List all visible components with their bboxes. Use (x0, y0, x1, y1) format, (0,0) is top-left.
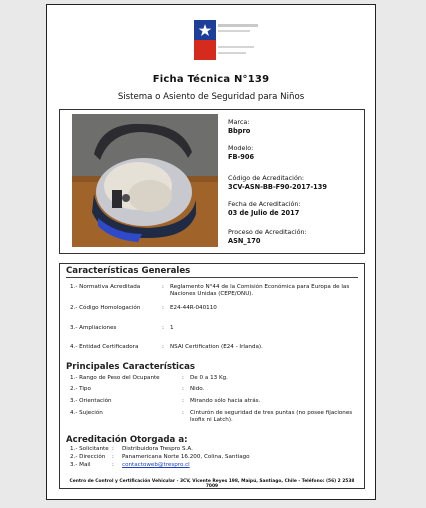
row-colon: : (162, 305, 164, 311)
row-value: Reglamento N°44 de la Comisión Económica para Europa de las Naciones Unidas (CEPE/ONU). (170, 284, 350, 297)
row-value: Mirando sólo hacia atrás. (190, 398, 261, 404)
car-seat-photo (72, 114, 218, 247)
row-colon: : (162, 284, 164, 290)
brand-value: Bbpro (228, 127, 251, 135)
accreditation-date-value: 03 de Julio de 2017 (228, 209, 300, 217)
row-label: 4.- Entidad Certificadora (70, 344, 139, 350)
row-value: 1 (170, 325, 174, 331)
accreditation-granted-heading: Acreditación Otorgada a: (66, 435, 188, 445)
contact-email-link[interactable]: contactoweb@trespro.cl (122, 462, 190, 468)
main-characteristics-heading: Principales Características (66, 362, 196, 372)
row-colon: : (162, 344, 164, 350)
row-label: 2.- Código Homologación (70, 305, 141, 311)
accreditation-process-value: ASN_170 (228, 237, 261, 245)
row-label: 2.- Tipo (70, 386, 91, 392)
row-value: Cinturón de seguridad de tres puntas (no posee fijaciones Isofix ni Latch). (190, 410, 353, 423)
row-colon: : (182, 398, 184, 404)
row-value: NSAI Certification (E24 - Irlanda). (170, 344, 263, 350)
model-value: FB-906 (228, 153, 255, 161)
row-label: 3.- Orientación (70, 398, 112, 404)
product-summary-box (59, 109, 365, 254)
row-label: 1.- Normativa Acreditada (70, 284, 141, 290)
row-label: 2.- Dirección (70, 454, 106, 460)
row-label: 1.- Rango de Peso del Ocupante (70, 375, 160, 381)
row-colon: : (112, 462, 114, 468)
row-label: 3.- Ampliaciones (70, 325, 117, 331)
row-colon: : (112, 454, 114, 460)
row-colon: : (162, 325, 164, 331)
row-label: 3.- Mail (70, 462, 91, 468)
characteristics-box (59, 263, 365, 489)
row-colon: : (112, 446, 114, 452)
document-subtitle: Sistema o Asiento de Seguridad para Niños (117, 92, 305, 102)
accreditation-code-value: 3CV-ASN-BB-F90-2017-139 (228, 183, 327, 191)
row-value: E24-44R-040110 (170, 305, 217, 311)
accreditation-code-label: Código de Acreditación: (228, 174, 305, 182)
brand-label: Marca: (228, 118, 250, 126)
row-colon: : (182, 386, 184, 392)
row-value: De 0 a 13 Kg. (190, 375, 228, 381)
accreditation-date-label: Fecha de Acreditación: (228, 200, 301, 208)
document-title: Ficha Técnica N°139 (152, 74, 270, 85)
row-label: 4.- Sujeción (70, 410, 103, 416)
row-colon: : (182, 375, 184, 381)
footer-address: Centro de Control y Certificación Vehicular - 3CV, Vicente Reyes 198, Maipú, Santiago, Chile - Teléfono: (56) 2 2538 7009 (69, 479, 355, 489)
general-characteristics-heading: Características Generales (66, 266, 191, 276)
row-label: 1.- Solicitante (70, 446, 109, 452)
government-logo (192, 18, 262, 62)
row-value: Nido. (190, 386, 205, 392)
accreditation-process-label: Proceso de Acreditación: (228, 228, 307, 236)
model-label: Modelo: (228, 144, 254, 152)
row-colon: : (182, 410, 184, 416)
row-value: Panamericana Norte 16.200, Colina, Santiago (122, 454, 250, 460)
section-divider (66, 277, 358, 278)
document-page (46, 4, 376, 500)
row-value: Distribuidora Trespro S.A. (122, 446, 193, 452)
